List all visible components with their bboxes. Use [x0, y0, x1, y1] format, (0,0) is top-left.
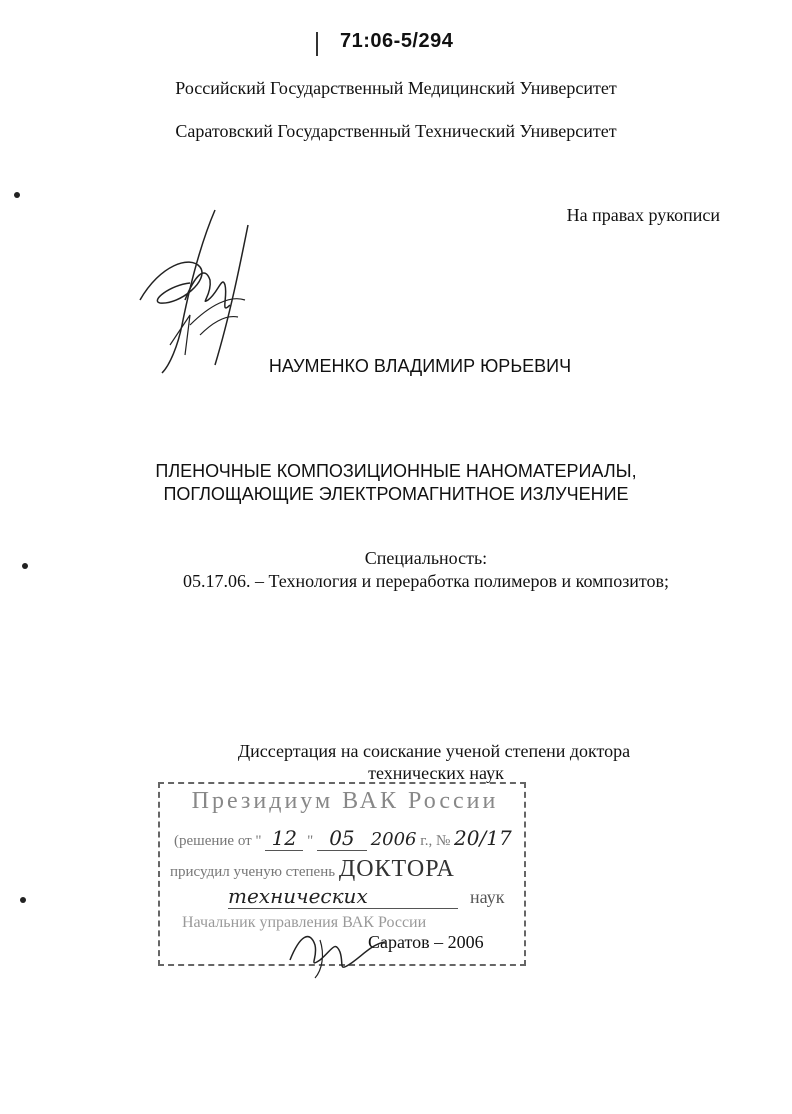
dissertation-line-2: технических наук: [368, 763, 504, 783]
rights-note: На правах рукописи: [566, 205, 720, 225]
stamp-decision-number: 20/17: [454, 826, 512, 850]
author-name: НАУМЕНКО ВЛАДИМИР ЮРЬЕВИЧ: [268, 356, 572, 376]
city-year: Саратов – 2006: [368, 932, 484, 952]
university-2: Саратовский Государственный Технический Университет: [175, 121, 617, 141]
university-1: Российский Государственный Медицинский Университет: [175, 78, 617, 98]
stamp-decision-year: 2006: [370, 829, 417, 850]
stamp-field-line: [228, 884, 504, 909]
catalog-code: 71:06-5/294: [340, 30, 454, 52]
thesis-title-line-2: ПОГЛОЩАЮЩИЕ ЭЛЕКТРОМАГНИТНОЕ ИЗЛУЧЕНИЕ: [163, 484, 629, 504]
thesis-title-line-1: ПЛЕНОЧНЫЕ КОМПОЗИЦИОННЫЕ НАНОМАТЕРИАЛЫ,: [155, 461, 637, 481]
stamp-decision-suffix: г., №: [420, 833, 451, 849]
scan-speck: [20, 897, 26, 903]
stamp-official: Начальник управления ВАК России: [182, 914, 427, 931]
stamp-degree: ДОКТОРА: [338, 856, 455, 882]
stamp-header: Президиум ВАК России: [191, 788, 499, 814]
scan-speck: [14, 192, 20, 198]
stamp-decision-day: 12: [265, 826, 303, 851]
stamp-decision-prefix: (решение от ": [174, 833, 262, 849]
stamp-decision-mid: ": [307, 833, 314, 849]
margin-bar: [316, 32, 318, 56]
stamp-field-suffix: наук: [470, 887, 505, 907]
dissertation-line-1: Диссертация на соискание ученой степени доктора: [237, 741, 631, 761]
stamp-decision-month: 05: [317, 826, 367, 851]
author-signature: [130, 205, 260, 375]
specialty-label: Специальность:: [364, 548, 488, 568]
specialty-value: 05.17.06. – Технология и переработка полимеров и композитов;: [182, 571, 670, 591]
stamp-award-text: присудил ученую степень: [170, 864, 336, 880]
stamp-decision-line: [174, 826, 512, 851]
scan-speck: [22, 563, 28, 569]
stamp-field-handwritten: технических: [228, 884, 458, 909]
stamp-award-line: [170, 856, 455, 883]
